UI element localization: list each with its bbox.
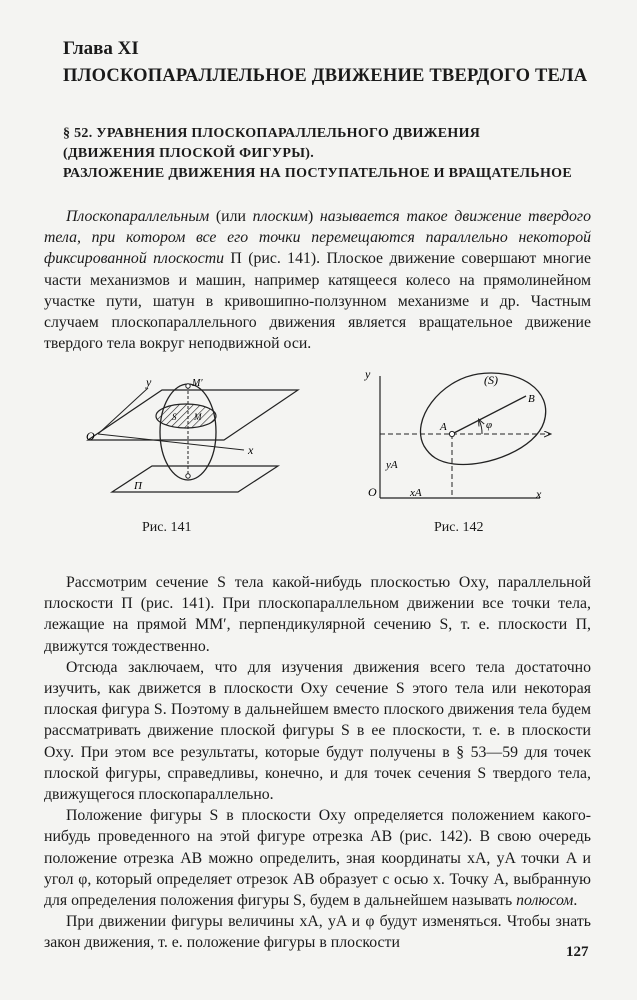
x-axis xyxy=(98,434,244,450)
definition-term-2: плоским xyxy=(252,208,308,225)
chapter-title: ПЛОСКОПАРАЛЛЕЛЬНОЕ ДВИЖЕНИЕ ТВЕРДОГО ТЕЛА xyxy=(63,66,588,86)
section-heading-line-1: § 52. УРАВНЕНИЯ ПЛОСКОПАРАЛЛЕЛЬНОГО ДВИЖЕНИЯ xyxy=(63,126,481,141)
label-x: x xyxy=(248,443,254,457)
paragraph-4: При движении фигуры величины xA, yA и φ будут изменяться. Чтобы знать закон движения, т. е. положение фигуры в плоскости xyxy=(44,913,591,952)
label-ya: yA xyxy=(386,459,398,471)
label-a: A xyxy=(440,421,447,433)
point-bottom xyxy=(186,474,190,478)
label-m: M xyxy=(194,412,202,422)
label-s: S xyxy=(172,412,177,422)
intro-text-3: Π (рис. 141). Плоское движение совершают многие части механизмов и машин, например катящееся колесо на прямолинейном участке пути, шатун в кривошипно-ползунном механизме и др. Частным случаем плоскопараллельного движения является вращательное движение твердого тела вокруг неподвижной оси. xyxy=(44,250,591,353)
paragraph-3 xyxy=(44,805,591,911)
section-heading-line-3: РАЗЛОЖЕНИЕ ДВИЖЕНИЯ НА ПОСТУПАТЕЛЬНОЕ И ВРАЩАТЕЛЬНОЕ xyxy=(63,166,572,181)
paragraph-3-end: . xyxy=(573,892,578,910)
page-number: 127 xyxy=(566,944,589,960)
body-text xyxy=(44,572,591,954)
section-heading-line-2: (ДВИЖЕНИЯ ПЛОСКОЙ ФИГУРЫ). xyxy=(63,146,315,161)
label-xa: xA xyxy=(410,487,422,499)
point-m-prime xyxy=(186,384,190,388)
label-x: x xyxy=(536,487,542,501)
chapter-label: Глава XI xyxy=(63,38,139,59)
angle-phi-arc xyxy=(479,420,482,434)
label-s: (S) xyxy=(484,373,498,387)
figure-141 xyxy=(66,362,306,512)
paragraph-1: Рассмотрим сечение S тела какой-нибудь плоскостью Oxy, параллельной плоскости Π (рис. 141). При плоскопараллельном движении все точки тела, лежащие на прямой MM′, перпендикулярной сечению S, т. е. плоскости Π, движутся тождественно. xyxy=(44,574,591,655)
label-pi: П xyxy=(134,480,142,492)
label-b: B xyxy=(528,393,535,405)
pole-term: полюсом xyxy=(516,892,574,910)
definition-text: называется такое движение твердого тела, при котором все его точки перемещаются параллельно некоторой фиксированной плоскости xyxy=(44,208,591,268)
y-axis xyxy=(98,388,148,434)
paragraph-2: Отсюда заключаем, что для изучения движения всего тела достаточно изучить, как движется в плоскости Oxy сечение S этого тела или некоторая плоская фигура S. Поэтому в дальнейшем вместо плоского движения тела будем рассматривать движение плоской фигуры S в ее плоскости, т. е. в плоскости Oxy. При этом все результаты, которые будут получены в § 53—59 для точек плоской фигуры, справедливы, конечно, и для точек сечения S твердого тела, движущегося плоскопараллельно. xyxy=(44,658,591,804)
label-y: y xyxy=(365,367,371,381)
figure-141-caption: Рис. 141 xyxy=(142,520,192,535)
figure-142-caption: Рис. 142 xyxy=(434,520,484,535)
label-y: y xyxy=(146,375,152,389)
section-s xyxy=(156,404,216,428)
definition-term: Плоскопараллельным xyxy=(66,208,210,225)
paragraph-3-text: Положение фигуры S в плоскости Oxy определяется положением какого-нибудь проведенного на этой фигуре отрезка AB (рис. 142). В свою очередь положение отрезка AB можно определить, зная координаты xA, yA точки A и угол φ, который определяет отрезок AB образует с осью x. Точку A, выбранную для определения положения фигуры S, будем в дальнейшем называть xyxy=(44,807,591,910)
intro-text-2: ) xyxy=(307,208,320,225)
point-a xyxy=(449,431,454,436)
label-phi: φ xyxy=(486,419,493,431)
section-heading xyxy=(63,124,572,184)
intro-paragraph xyxy=(44,206,591,354)
intro-text-1: (или xyxy=(209,208,253,225)
label-o: O xyxy=(86,429,95,443)
label-o: O xyxy=(368,485,377,499)
label-m-prime: M′ xyxy=(192,378,203,389)
figure-142 xyxy=(360,362,560,512)
